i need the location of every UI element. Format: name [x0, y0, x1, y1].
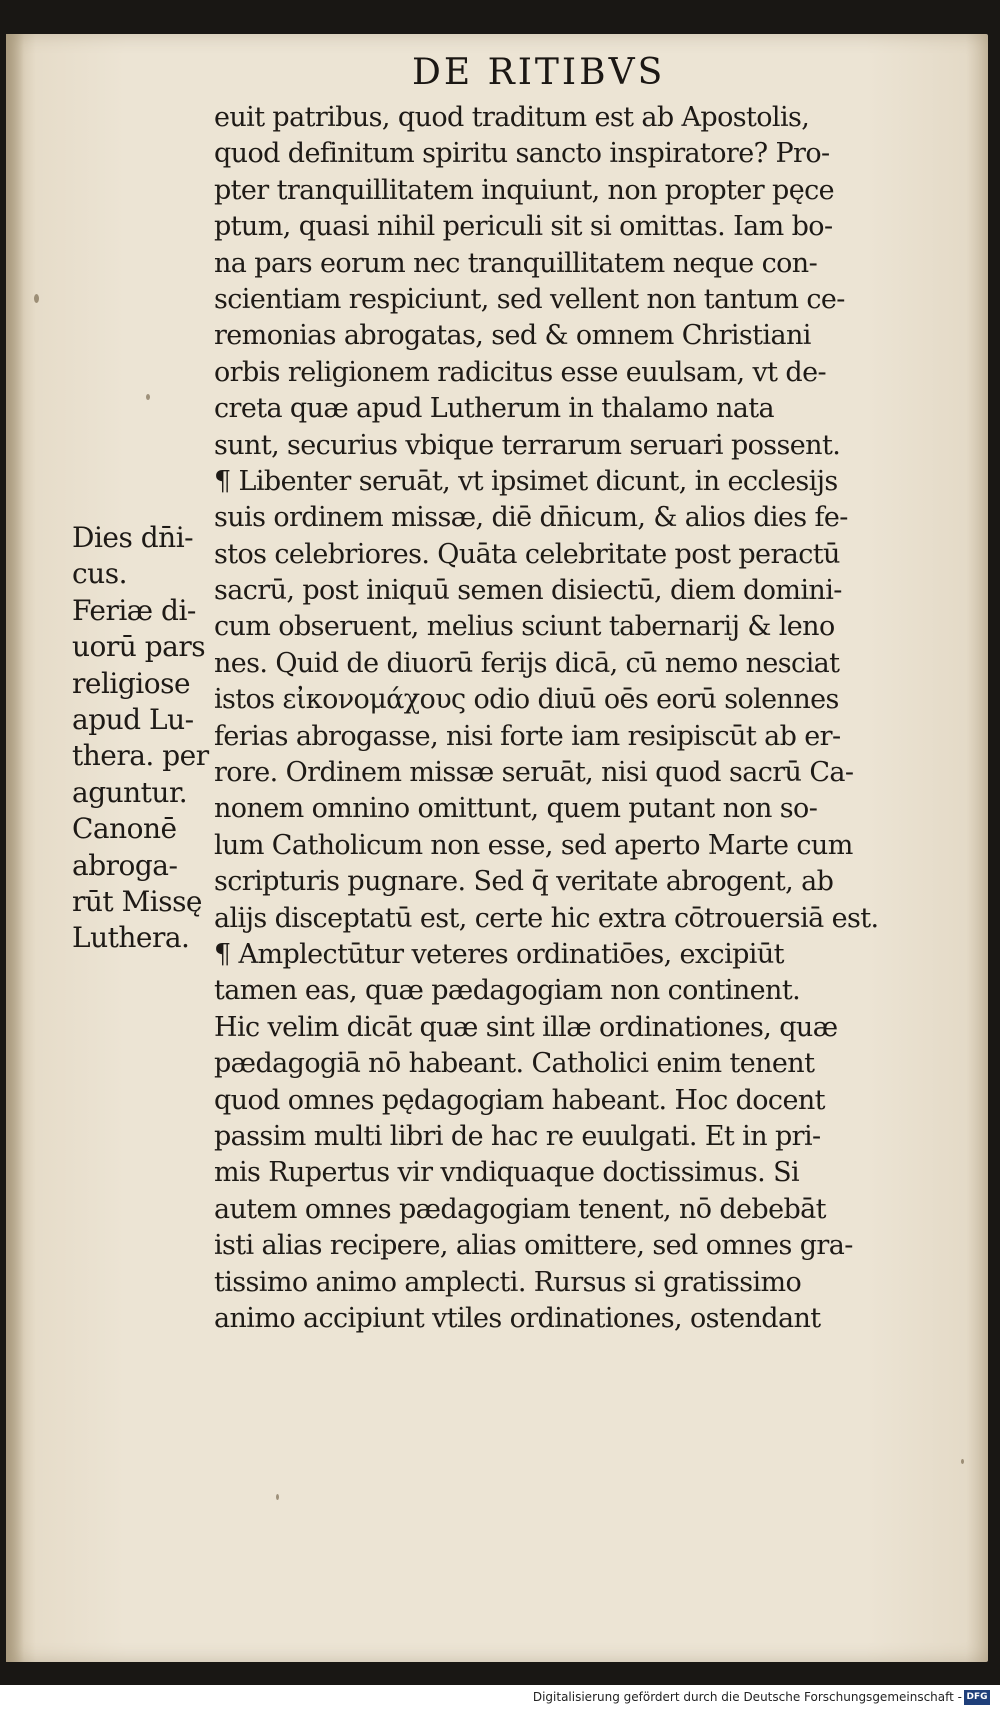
margin-note-line: rūt Missę	[72, 884, 203, 918]
page-gutter-shadow	[6, 34, 24, 1662]
text-line: Hic velim dicāt quæ sint illæ ordinationes, quæ	[214, 1011, 838, 1043]
text-line: isti alias recipere, alias omittere, sed omnes gra-	[214, 1230, 853, 1262]
text-line: ptum, quasi nihil periculi sit si omittas. Iam bo-	[214, 211, 833, 243]
text-line: istos εἰκονομάχους odio diuū oēs eorū solennes	[214, 684, 839, 716]
text-line: alijs disceptatū est, certe hic extra cōtrouersiā est.	[214, 902, 879, 934]
text-line: tamen eas, quæ pædagogiam non continent.	[214, 975, 801, 1007]
margin-note-line: uorū pars	[72, 630, 206, 664]
margin-note-line: apud Lu-	[72, 702, 194, 736]
text-line: animo accipiunt vtiles ordinationes, ostendant	[214, 1302, 821, 1334]
main-text-block	[214, 100, 930, 1440]
text-line: sunt, securius vbique terrarum seruari possent.	[214, 429, 841, 461]
text-line: na pars eorum nec tranquillitatem neque con-	[214, 247, 818, 279]
text-line: scientiam respiciunt, sed vellent non tantum ce-	[214, 283, 845, 315]
text-line: suis ordinem missæ, diē dn̄icum, & alios dies fe-	[214, 502, 848, 534]
text-line: sacrū, post iniquū semen disiectū, diem domini-	[214, 575, 842, 607]
text-line: stos celebriores. Quāta celebritate post peractū	[214, 538, 840, 570]
margin-note-line: religiose	[72, 666, 191, 700]
text-line: passim multi libri de hac re euulgati. Et in pri-	[214, 1120, 821, 1152]
text-line: orbis religionem radicitus esse euulsam, vt de-	[214, 356, 826, 388]
text-line: euit patribus, quod traditum est ab Apostolis,	[214, 102, 810, 133]
paper-speck	[146, 394, 150, 400]
text-line: quod omnes pędagogiam habeant. Hoc docent	[214, 1084, 825, 1116]
paper-speck	[961, 1459, 964, 1464]
margin-note-line: Dies dn̄i-	[72, 521, 194, 554]
margin-note-line: Luthera.	[72, 921, 190, 955]
text-line: mis Rupertus vir vndiquaque doctissimus. Si	[214, 1157, 800, 1189]
margin-note-line: aguntur.	[72, 775, 188, 809]
margin-note-line: Feriæ di-	[72, 593, 196, 627]
margin-note-line: abroga-	[72, 848, 178, 882]
running-head: DE RITIBVS	[412, 52, 666, 93]
text-line: tissimo animo amplecti. Rursus si gratissimo	[214, 1266, 802, 1298]
text-line: ¶ Libenter seruāt, vt ipsimet dicunt, in ecclesijs	[214, 465, 838, 497]
text-line: cum obseruent, melius sciunt tabernarij & leno	[214, 611, 835, 643]
digitization-credit: Digitalisierung gefördert durch die Deutsche Forschungsgemeinschaft -	[532, 1690, 962, 1704]
marginal-notes	[72, 520, 222, 980]
text-line: ¶ Amplectūtur veteres ordinatiōes, excipiūt	[214, 938, 784, 970]
text-line: nes. Quid de diuorū ferijs dicā, cū nemo nesciat	[214, 647, 840, 679]
text-line: ferias abrogasse, nisi forte iam resipiscūt ab er-	[214, 720, 841, 752]
text-line: lum Catholicum non esse, sed aperto Marte cum	[214, 829, 853, 861]
text-line: creta quæ apud Lutherum in thalamo nata	[214, 393, 774, 425]
text-line: nonem omnino omittunt, quem putant non so-	[214, 793, 818, 825]
paper-speck	[276, 1494, 279, 1500]
text-line: remonias abrogatas, sed & omnem Christiani	[214, 320, 811, 352]
paper-speck	[34, 294, 39, 303]
text-line: pædagogiā nō habeant. Catholici enim tenent	[214, 1048, 815, 1080]
margin-note-line: cus.	[72, 557, 127, 591]
text-line: pter tranquillitatem inquiunt, non propter pęce	[214, 174, 834, 206]
dfg-logo: DFG	[964, 1690, 990, 1705]
margin-note-line: Canonē	[72, 812, 177, 846]
text-line: rore. Ordinem missæ seruāt, nisi quod sacrū Ca-	[214, 757, 854, 789]
text-line: quod definitum spiritu sancto inspiratore? Pro-	[214, 138, 830, 170]
text-line: autem omnes pædagogiam tenent, nō debebāt	[214, 1193, 826, 1225]
text-line: scripturis pugnare. Sed q̄ veritate abrogent, ab	[214, 866, 834, 898]
margin-note-line: thera. per	[72, 739, 209, 773]
